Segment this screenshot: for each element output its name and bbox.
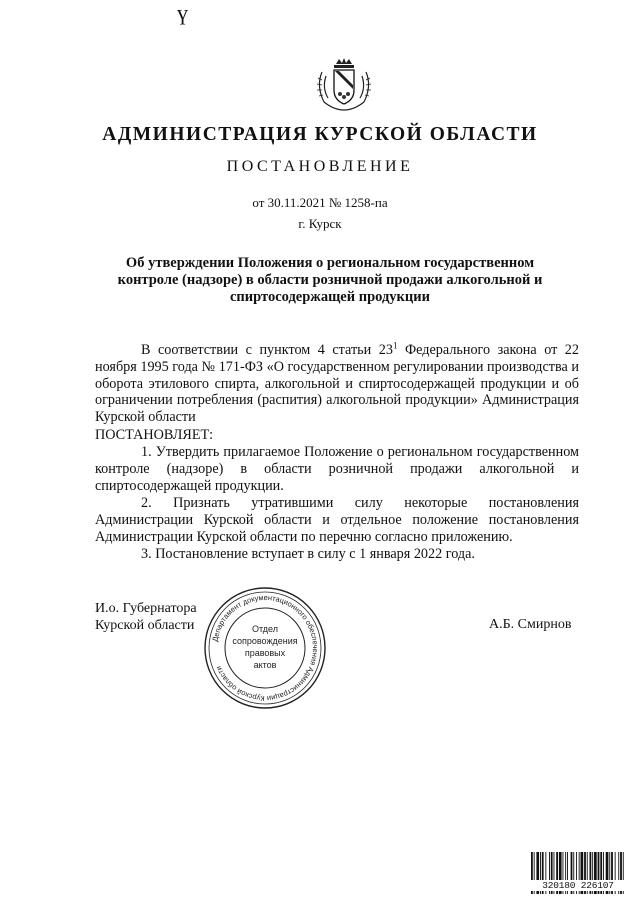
resolves-line: ПОСТАНОВЛЯЕТ: (95, 427, 214, 443)
preamble-paragraph (95, 342, 579, 426)
stamp-outer-text: Департамент документационного обеспечения Администрации Курской области (210, 592, 321, 704)
barcode-number: 320180 226107 (530, 880, 626, 891)
document-title: Об утверждении Положения о региональном государственном контроле (надзоре) в области розничной продажи алкогольной и спиртосодержащей продукции (117, 255, 543, 305)
preamble-superscript: 1 (392, 340, 398, 351)
signatory-name: А.Б. Смирнов (489, 617, 572, 632)
document-date-number: от 30.11.2021 № 1258-па (252, 195, 388, 210)
stamp-line-1: Отдел (251, 624, 279, 634)
preamble-text-b: Федерального закона от 22 ноября 1995 года № 171-ФЗ «О государственном регулировании производства и оборота этилового спирта, алкогольной и спиртосодержащей продукции и об ограничении потребления (распития) алкогольной продукции» Администрация Курской области (95, 342, 579, 426)
document-city: г. Курск (298, 216, 342, 231)
stamp-line-2: сопровождения (232, 636, 298, 646)
item-3-paragraph: 3. Постановление вступает в силу с 1 января 2022 года. (141, 546, 475, 562)
stamp-line-4: актов (253, 660, 277, 670)
signatory-position (95, 600, 197, 634)
preamble-text-a: В соответствии с пунктом 4 статьи 23 (141, 342, 393, 358)
organization-name: АДМИНИСТРАЦИЯ КУРСКОЙ ОБЛАСТИ (102, 124, 538, 145)
item-1-paragraph: 1. Утвердить прилагаемое Положение о региональном государственном контроле (надзоре) в области розничной продажи алкогольной и спиртосодержащей продукции. (95, 444, 579, 494)
signatory-position-line2: Курской области (95, 618, 195, 633)
coat-of-arms-emblem (312, 58, 376, 114)
document-type: ПОСТАНОВЛЕНИЕ (226, 158, 414, 175)
item-2-paragraph: 2. Признать утратившими силу некоторые постановления Администрации Курской области и отдельное положение постановления Администрации Курской области по перечню согласно приложению. (95, 495, 579, 545)
stamp-line-3: правовых (244, 648, 286, 658)
signatory-position-line1: И.о. Губернатора (95, 601, 197, 616)
official-stamp (202, 585, 328, 711)
handwritten-mark: ү (177, 0, 188, 25)
